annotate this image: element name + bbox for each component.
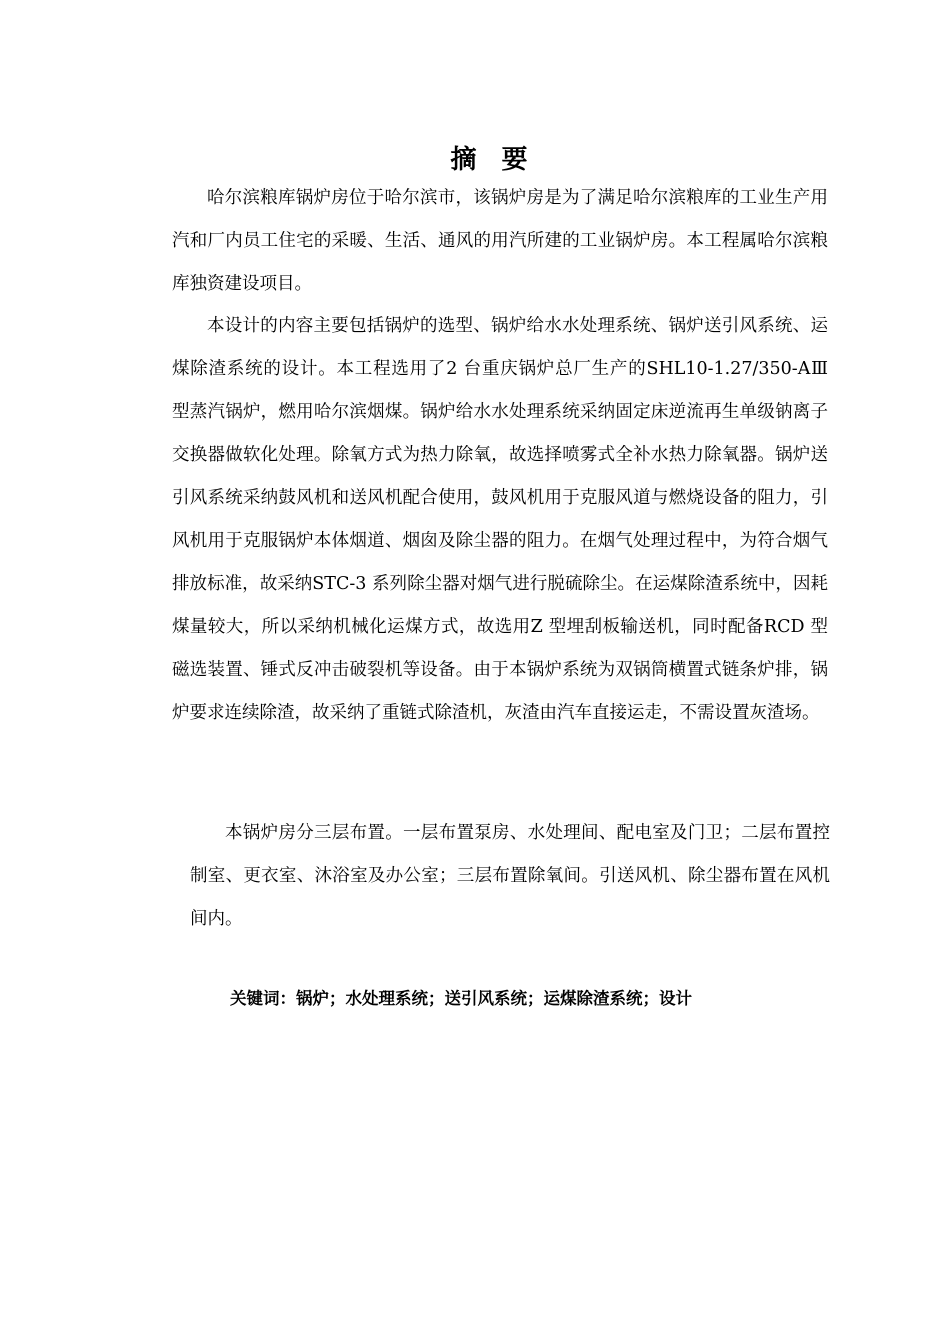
paragraph-text: 哈尔滨粮库锅炉房位于哈尔滨市，该锅炉房是为了满足哈尔滨粮库的工业生产用汽和厂内员工住宅的采暖、生活、通风的用汽所建的工业锅炉房。本工程属哈尔滨粮库独资建设项目。	[172, 188, 828, 294]
paragraph-text: 本锅炉房分三层布置。一层布置泵房、水处理间、配电室及门卫；二层布置控制室、更衣室、沐浴室及办公室；三层布置除氧间。引送风机、除尘器布置在风机间内。	[190, 823, 830, 929]
abstract-title: 摘 要	[450, 145, 536, 175]
keywords-line: 关键词：锅炉；水处理系统；送引风系统；运煤除渣系统；设计	[230, 989, 692, 1008]
abstract-paragraph-2	[172, 305, 828, 735]
paragraph-text: 本设计的内容主要包括锅炉的选型、锅炉给水水处理系统、锅炉送引风系统、运煤除渣系统的设计。本工程选用了2 台重庆锅炉总厂生产的SHL10-1.27/350-AⅢ 型蒸汽锅炉，燃用哈尔滨烟煤。锅炉给水水处理系统采纳固定床逆流再生单级钠离子交换器做软化处理。除氧方式为热力除氧，故选择喷雾式全补水热力除氧器。锅炉送引风系统采纳鼓风机和送风机配合使用，鼓风机用于克服风道与燃烧设备的阻力，引风机用于克服锅炉本体烟道、烟囱及除尘器的阻力。在烟气处理过程中，为符合烟气排放标准，故采纳STC-3 系列除尘器对烟气进行脱硫除尘。在运煤除渣系统中，因耗煤量较大，所以采纳机械化运煤方式，故选用Z 型埋刮板输送机，同时配备RCD 型磁选装置、锤式反冲击破裂机等设备。由于本锅炉系统为双锅筒横置式链条炉排，锅炉要求连续除渣，故采纳了重链式除渣机，灰渣由汽车直接运走，不需设置灰渣场。	[172, 316, 828, 723]
abstract-paragraph-1	[172, 177, 828, 306]
abstract-paragraph-3	[190, 812, 830, 941]
